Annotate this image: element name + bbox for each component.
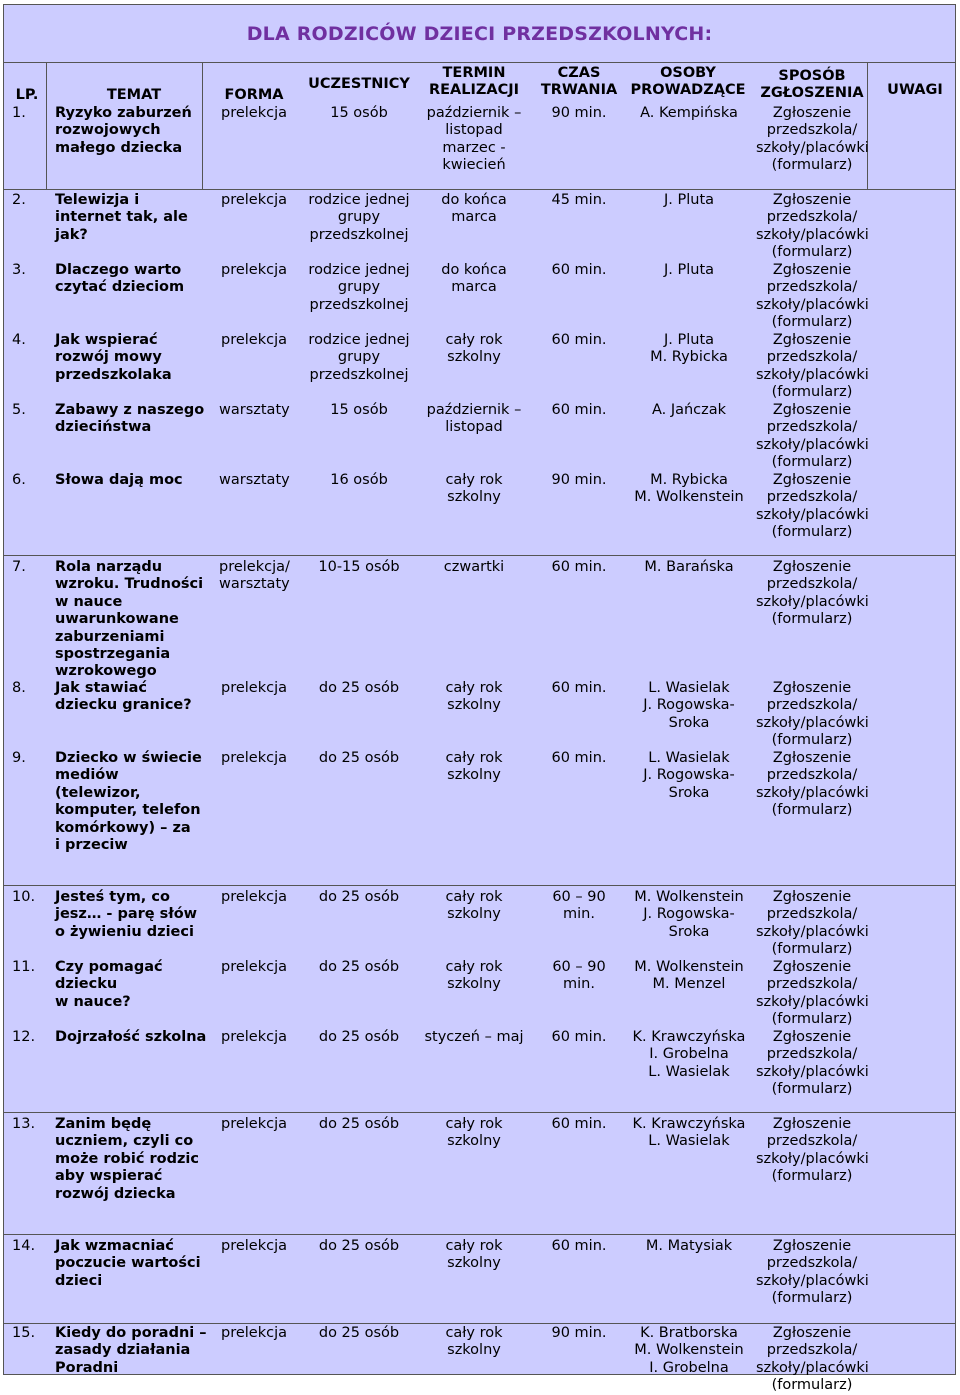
row-number: 10. <box>12 889 36 905</box>
row-number: 12. <box>12 1029 36 1045</box>
header-forma: FORMA <box>224 87 284 103</box>
term-cell: do końca marca <box>441 192 507 226</box>
presenters-cell: M. Barańska <box>644 559 734 575</box>
presenters-cell: M. Matysiak <box>645 1238 733 1254</box>
term-cell: do końca marca <box>441 262 507 296</box>
row-divider <box>4 1112 955 1113</box>
duration-cell: 45 min. <box>551 192 607 208</box>
term-cell: cały rok szkolny <box>445 1116 503 1150</box>
duration-cell: 60 min. <box>551 402 607 418</box>
duration-cell: 60 – 90 min. <box>552 889 606 923</box>
table-top-border <box>4 62 955 63</box>
registration-cell: Zgłoszenie przedszkola/ szkoły/placówki (formularz) <box>756 750 869 819</box>
topic-cell: Jesteś tym, co jesz… - parę słów o żywieniu dzieci <box>55 889 198 940</box>
term-cell: październik – listopad <box>426 402 522 436</box>
participants-cell: 15 osób <box>330 402 388 418</box>
presenters-cell: M. Wolkenstein J. Rogowska- Sroka <box>634 889 744 940</box>
duration-cell: 60 min. <box>551 1238 607 1254</box>
term-cell: cały rok szkolny <box>445 889 503 923</box>
form-cell: prelekcja <box>220 1116 287 1132</box>
term-cell: cały rok szkolny <box>445 1325 503 1359</box>
row-number: 2. <box>12 192 26 208</box>
topic-cell: Czy pomagać dziecku w nauce? <box>55 959 163 1010</box>
topic-cell: Dojrzałość szkolna <box>55 1029 207 1045</box>
participants-cell: rodzice jednej grupy przedszkolnej <box>308 192 410 243</box>
presenters-cell: K. Krawczyńska I. Grobelna L. Wasielak <box>632 1029 746 1080</box>
row-number: 1. <box>12 105 26 121</box>
presenters-cell: J. Pluta M. Rybicka <box>650 332 728 366</box>
row-number: 3. <box>12 262 26 278</box>
topic-cell: Zabawy z naszego dzieciństwa <box>55 402 205 436</box>
duration-cell: 60 min. <box>551 1116 607 1132</box>
topic-cell: Telewizja i internet tak, ale jak? <box>55 192 188 243</box>
presenters-cell: M. Wolkenstein M. Menzel <box>634 959 744 993</box>
page-title: DLA RODZICÓW DZIECI PRZEDSZKOLNYCH: <box>246 23 713 45</box>
schedule-table <box>3 4 956 1394</box>
participants-cell: do 25 osób <box>318 959 400 975</box>
topic-cell: Zanim będę uczniem, czyli co może robić rodzic aby wspierać rozwój dziecka <box>55 1116 199 1202</box>
presenters-cell: A. Jańczak <box>651 402 727 418</box>
row-divider <box>4 1323 955 1324</box>
registration-cell: Zgłoszenie przedszkola/ szkoły/placówki (formularz) <box>756 192 869 261</box>
participants-cell: do 25 osób <box>318 1029 400 1045</box>
topic-cell: Dziecko w świecie mediów (telewizor, komputer, telefon komórkowy) – za i przeciw <box>55 750 202 854</box>
row-number: 6. <box>12 472 26 488</box>
presenters-cell: J. Pluta <box>663 192 715 208</box>
row-divider <box>4 189 955 190</box>
duration-cell: 60 min. <box>551 332 607 348</box>
topic-cell: Kiedy do poradni – zasady działania Poradni <box>55 1325 207 1376</box>
participants-cell: do 25 osób <box>318 1238 400 1254</box>
form-cell: prelekcja <box>220 1029 287 1045</box>
row-number: 13. <box>12 1116 36 1132</box>
term-cell: cały rok szkolny <box>445 680 503 714</box>
topic-cell: Rola narządu wzroku. Trudności w nauce uwarunkowane zaburzeniami spostrzegania wzrokowego <box>55 559 204 680</box>
participants-cell: do 25 osób <box>318 750 400 766</box>
registration-cell: Zgłoszenie przedszkola/ szkoły/placówki (formularz) <box>756 105 869 174</box>
term-cell: cały rok szkolny <box>445 332 503 366</box>
participants-cell: 10-15 osób <box>318 559 400 575</box>
presenters-cell: L. Wasielak J. Rogowska- Sroka <box>643 680 735 731</box>
row-divider <box>4 1234 955 1235</box>
header-uwagi: UWAGI <box>887 82 943 98</box>
registration-cell: Zgłoszenie przedszkola/ szkoły/placówki (formularz) <box>756 332 869 401</box>
row-number: 11. <box>12 959 36 975</box>
registration-cell: Zgłoszenie przedszkola/ szkoły/placówki (formularz) <box>756 1029 869 1098</box>
duration-cell: 90 min. <box>551 105 607 121</box>
participants-cell: 15 osób <box>330 105 388 121</box>
header-lp: LP. <box>15 87 39 103</box>
participants-cell: do 25 osób <box>318 680 400 696</box>
presenters-cell: K. Krawczyńska L. Wasielak <box>632 1116 746 1150</box>
term-cell: styczeń – maj <box>424 1029 524 1045</box>
registration-cell: Zgłoszenie przedszkola/ szkoły/placówki (formularz) <box>756 1238 869 1307</box>
term-cell: cały rok szkolny <box>445 959 503 993</box>
participants-cell: do 25 osób <box>318 1116 400 1132</box>
registration-cell: Zgłoszenie przedszkola/ szkoły/placówki (formularz) <box>756 262 869 331</box>
row-divider <box>4 885 955 886</box>
participants-cell: do 25 osób <box>318 889 400 905</box>
form-cell: prelekcja <box>220 1325 287 1341</box>
registration-cell: Zgłoszenie przedszkola/ szkoły/placówki (formularz) <box>756 1325 869 1394</box>
row-number: 4. <box>12 332 26 348</box>
registration-cell: Zgłoszenie przedszkola/ szkoły/placówki (formularz) <box>756 472 869 541</box>
duration-cell: 60 min. <box>551 750 607 766</box>
presenters-cell: A. Kempińska <box>640 105 738 121</box>
term-cell: cały rok szkolny <box>445 1238 503 1272</box>
form-cell: prelekcja <box>220 1238 287 1254</box>
term-cell: październik – listopad marzec - kwiecień <box>426 105 522 174</box>
duration-cell: 90 min. <box>551 472 607 488</box>
participants-cell: do 25 osób <box>318 1325 400 1341</box>
form-cell: prelekcja <box>220 889 287 905</box>
form-cell: prelekcja <box>220 959 287 975</box>
form-cell: prelekcja <box>220 262 287 278</box>
registration-cell: Zgłoszenie przedszkola/ szkoły/placówki (formularz) <box>756 959 869 1028</box>
registration-cell: Zgłoszenie przedszkola/ szkoły/placówki (formularz) <box>756 559 869 628</box>
presenters-cell: M. Rybicka M. Wolkenstein <box>634 472 744 506</box>
presenters-cell: J. Pluta <box>663 262 715 278</box>
term-cell: czwartki <box>443 559 505 575</box>
row-number: 8. <box>12 680 26 696</box>
form-cell: prelekcja <box>220 332 287 348</box>
registration-cell: Zgłoszenie przedszkola/ szkoły/placówki (formularz) <box>756 889 869 958</box>
registration-cell: Zgłoszenie przedszkola/ szkoły/placówki (formularz) <box>756 680 869 749</box>
duration-cell: 60 min. <box>551 262 607 278</box>
duration-cell: 60 min. <box>551 1029 607 1045</box>
duration-cell: 60 min. <box>551 680 607 696</box>
form-cell: warsztaty <box>219 402 290 418</box>
row-divider <box>4 555 955 556</box>
form-cell: prelekcja <box>220 105 287 121</box>
form-cell: warsztaty <box>219 472 290 488</box>
duration-cell: 60 – 90 min. <box>552 959 606 993</box>
form-cell: prelekcja <box>220 750 287 766</box>
topic-cell: Jak stawiać dziecku granice? <box>55 680 192 714</box>
row-number: 7. <box>12 559 26 575</box>
column-divider <box>202 62 203 189</box>
header-sposob: SPOSÓB ZGŁOSZENIA <box>760 68 864 101</box>
participants-cell: rodzice jednej grupy przedszkolnej <box>308 262 410 313</box>
form-cell: prelekcja <box>220 192 287 208</box>
form-cell: prelekcja/ warsztaty <box>219 559 290 593</box>
header-uczestnicy: UCZESTNICY <box>308 76 410 92</box>
topic-cell: Jak wspierać rozwój mowy przedszkolaka <box>55 332 172 383</box>
topic-cell: Ryzyko zaburzeń rozwojowych małego dziecka <box>55 105 192 156</box>
row-number: 14. <box>12 1238 36 1254</box>
row-number: 5. <box>12 402 26 418</box>
row-number: 15. <box>12 1325 36 1341</box>
presenters-cell: L. Wasielak J. Rogowska- Sroka <box>643 750 735 801</box>
registration-cell: Zgłoszenie przedszkola/ szkoły/placówki (formularz) <box>756 402 869 471</box>
header-czas: CZAS TRWANIA <box>540 65 618 98</box>
header-osoby: OSOBY PROWADZĄCE <box>630 65 746 98</box>
header-termin: TERMIN REALIZACJI <box>428 65 520 98</box>
row-number: 9. <box>12 750 26 766</box>
topic-cell: Jak wzmacniać poczucie wartości dzieci <box>55 1238 201 1289</box>
duration-cell: 60 min. <box>551 559 607 575</box>
term-cell: cały rok szkolny <box>445 472 503 506</box>
registration-cell: Zgłoszenie przedszkola/ szkoły/placówki (formularz) <box>756 1116 869 1185</box>
participants-cell: rodzice jednej grupy przedszkolnej <box>308 332 410 383</box>
presenters-cell: K. Bratborska M. Wolkenstein I. Grobelna <box>634 1325 744 1376</box>
column-divider <box>46 62 47 189</box>
header-temat: TEMAT <box>106 87 162 103</box>
term-cell: cały rok szkolny <box>445 750 503 784</box>
participants-cell: 16 osób <box>330 472 388 488</box>
topic-cell: Dlaczego warto czytać dzieciom <box>55 262 185 296</box>
form-cell: prelekcja <box>220 680 287 696</box>
duration-cell: 90 min. <box>551 1325 607 1341</box>
topic-cell: Słowa dają moc <box>55 472 183 488</box>
